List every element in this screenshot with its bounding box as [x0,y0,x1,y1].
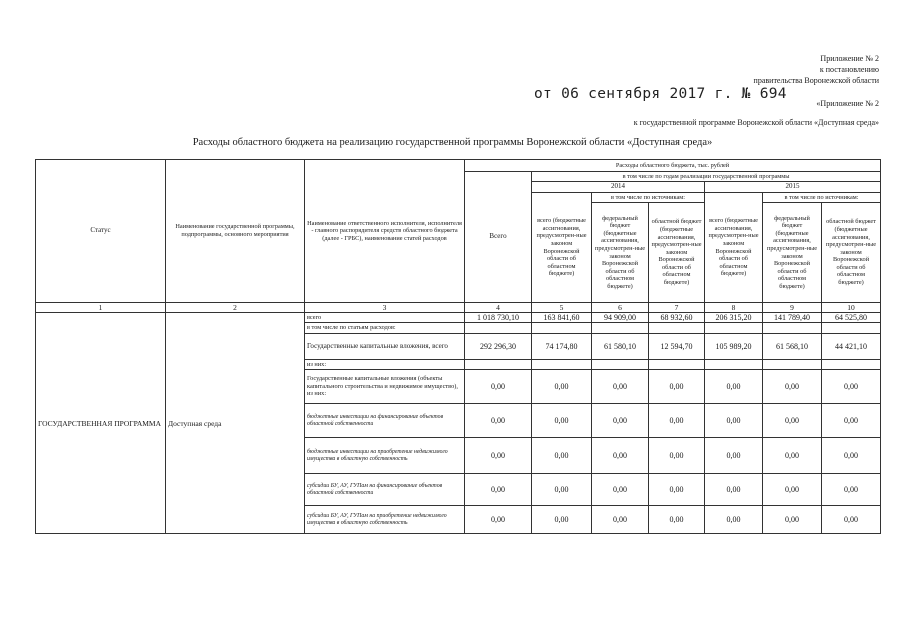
document-title: Расходы областного бюджета на реализацию государственной программы Воронежской области «Доступная среда» [192,137,713,148]
value-cell: 292 296,30 [465,334,532,360]
value-cell [592,323,649,334]
quoted-annex-number: «Приложение № 2 [816,99,879,108]
value-cell: 94 909,00 [592,313,649,323]
value-cell: 0,00 [822,438,881,474]
col-number-7: 7 [649,303,705,313]
value-cell: 12 594,70 [649,334,705,360]
value-cell [532,323,592,334]
value-cell [763,323,822,334]
value-cell: 0,00 [465,404,532,438]
value-cell: 0,00 [592,438,649,474]
header-2015-federal: федеральный бюджет (бюджетные ассигнования, предусмотрен-ные законом Воронежской области об областном бюджете) [763,203,822,303]
value-cell: 163 841,60 [532,313,592,323]
value-cell [592,360,649,370]
value-cell: 0,00 [705,474,763,506]
value-cell: 0,00 [532,404,592,438]
value-cell [649,323,705,334]
value-cell: 0,00 [822,370,881,404]
col-number-9: 9 [763,303,822,313]
value-cell: 0,00 [649,370,705,404]
value-cell: 0,00 [705,404,763,438]
value-cell: 0,00 [649,474,705,506]
annex-number: Приложение № 2 [820,54,879,63]
value-cell: 61 580,10 [592,334,649,360]
row-name: бюджетные инвестиции на финансирование объектов областной собственности [305,404,465,438]
value-cell: 0,00 [592,370,649,404]
value-cell: 0,00 [592,404,649,438]
row-name: субсидии БУ, АУ, ГУПам на финансирование объектов областной собственности [305,474,465,506]
header-status: Статус [36,160,166,303]
value-cell: 0,00 [465,506,532,534]
value-cell: 64 525,80 [822,313,881,323]
value-cell: 0,00 [465,370,532,404]
value-cell [465,360,532,370]
col-number-6: 6 [592,303,649,313]
value-cell: 44 421,10 [822,334,881,360]
value-cell: 0,00 [822,404,881,438]
header-year-2014: 2014 [532,182,705,193]
value-cell [763,360,822,370]
value-cell [705,360,763,370]
decree-date-stamp: от 06 сентября 2017 г. № 694 [534,86,787,102]
row-name: субсидии БУ, АУ, ГУПам на приобретение недвижимого имущества в областную собственность [305,506,465,534]
header-program: Наименование государственной программы, подпрограммы, основного мероприятия [166,160,305,303]
value-cell [822,360,881,370]
header-total: Всего [465,172,532,303]
annex-government: правительства Воронежской области [753,76,879,85]
value-cell: 0,00 [763,404,822,438]
header-2015-all: всего (бюджетные ассигнования, предусмотрен-ные законом Воронежской области об областном бюджете) [705,193,763,303]
value-cell: 0,00 [763,506,822,534]
value-cell: 0,00 [649,506,705,534]
value-cell: 0,00 [592,506,649,534]
program-cell: Доступная среда [166,313,305,534]
value-cell: 0,00 [465,438,532,474]
value-cell: 0,00 [705,438,763,474]
header-2014-all: всего (бюджетные ассигнования, предусмотрен-ные законом Воронежской области об областном бюджете) [532,193,592,303]
value-cell: 0,00 [822,506,881,534]
value-cell: 0,00 [649,404,705,438]
header-2014-regional: областной бюджет (бюджетные ассигнования, предусмотрен-ные законом Воронежской области об областном бюджете) [649,203,705,303]
value-cell: 0,00 [763,438,822,474]
header-expenses: Расходы областного бюджета, тыс. рублей [465,160,881,172]
col-number-1: 1 [36,303,166,313]
col-number-5: 5 [532,303,592,313]
value-cell: 61 568,10 [763,334,822,360]
header-2014-sources: в том числе по источникам: [592,193,705,203]
value-cell: 105 989,20 [705,334,763,360]
col-number-8: 8 [705,303,763,313]
value-cell [465,323,532,334]
value-cell [705,323,763,334]
value-cell: 74 174,80 [532,334,592,360]
value-cell: 0,00 [763,474,822,506]
value-cell: 0,00 [705,370,763,404]
header-by-years: в том числе по годам реализации государственной программы [532,172,881,182]
col-number-2: 2 [166,303,305,313]
value-cell: 0,00 [592,474,649,506]
header-executor: Наименование ответственного исполнителя, исполнителя - главного распорядителя средств областного бюджета (далее - ГРБС), наименование статей расходов [305,160,465,303]
status-cell: ГОСУДАРСТВЕННАЯ ПРОГРАММА [36,313,166,534]
row-name: из них: [305,360,465,370]
annex-to-decree: к постановлению [819,65,879,74]
table-row [36,313,881,323]
value-cell: 1 018 730,10 [465,313,532,323]
budget-table [35,159,881,534]
value-cell: 0,00 [532,370,592,404]
value-cell: 141 789,40 [763,313,822,323]
header-2015-sources: в том числе по источникам: [763,193,881,203]
value-cell [822,323,881,334]
value-cell [532,360,592,370]
header-2014-federal: федеральный бюджет (бюджетные ассигнования, предусмотрен-ные законом Воронежской области об областном бюджете) [592,203,649,303]
value-cell: 0,00 [763,370,822,404]
col-number-10: 10 [822,303,881,313]
value-cell: 0,00 [532,474,592,506]
row-name: всего [305,313,465,323]
value-cell: 0,00 [532,438,592,474]
header-2015-regional: областной бюджет (бюджетные ассигнования, предусмотрен-ные законом Воронежской области об областном бюджете) [822,203,881,303]
row-name: бюджетные инвестиции на приобретение недвижимого имущества в областную собственность [305,438,465,474]
col-number-3: 3 [305,303,465,313]
row-name: Государственные капитальные вложения (объекты капитального строительства и недвижимое имущество), из них: [305,370,465,404]
row-name: в том числе по статьям расходов: [305,323,465,334]
value-cell: 0,00 [822,474,881,506]
value-cell: 0,00 [532,506,592,534]
value-cell: 68 932,60 [649,313,705,323]
value-cell: 0,00 [705,506,763,534]
col-number-4: 4 [465,303,532,313]
value-cell: 206 315,20 [705,313,763,323]
value-cell: 0,00 [465,474,532,506]
program-reference: к государственной программе Воронежской области «Доступная среда» [633,118,879,127]
value-cell [649,360,705,370]
row-name: Государственные капитальные вложения, всего [305,334,465,360]
header-year-2015: 2015 [705,182,881,193]
value-cell: 0,00 [649,438,705,474]
